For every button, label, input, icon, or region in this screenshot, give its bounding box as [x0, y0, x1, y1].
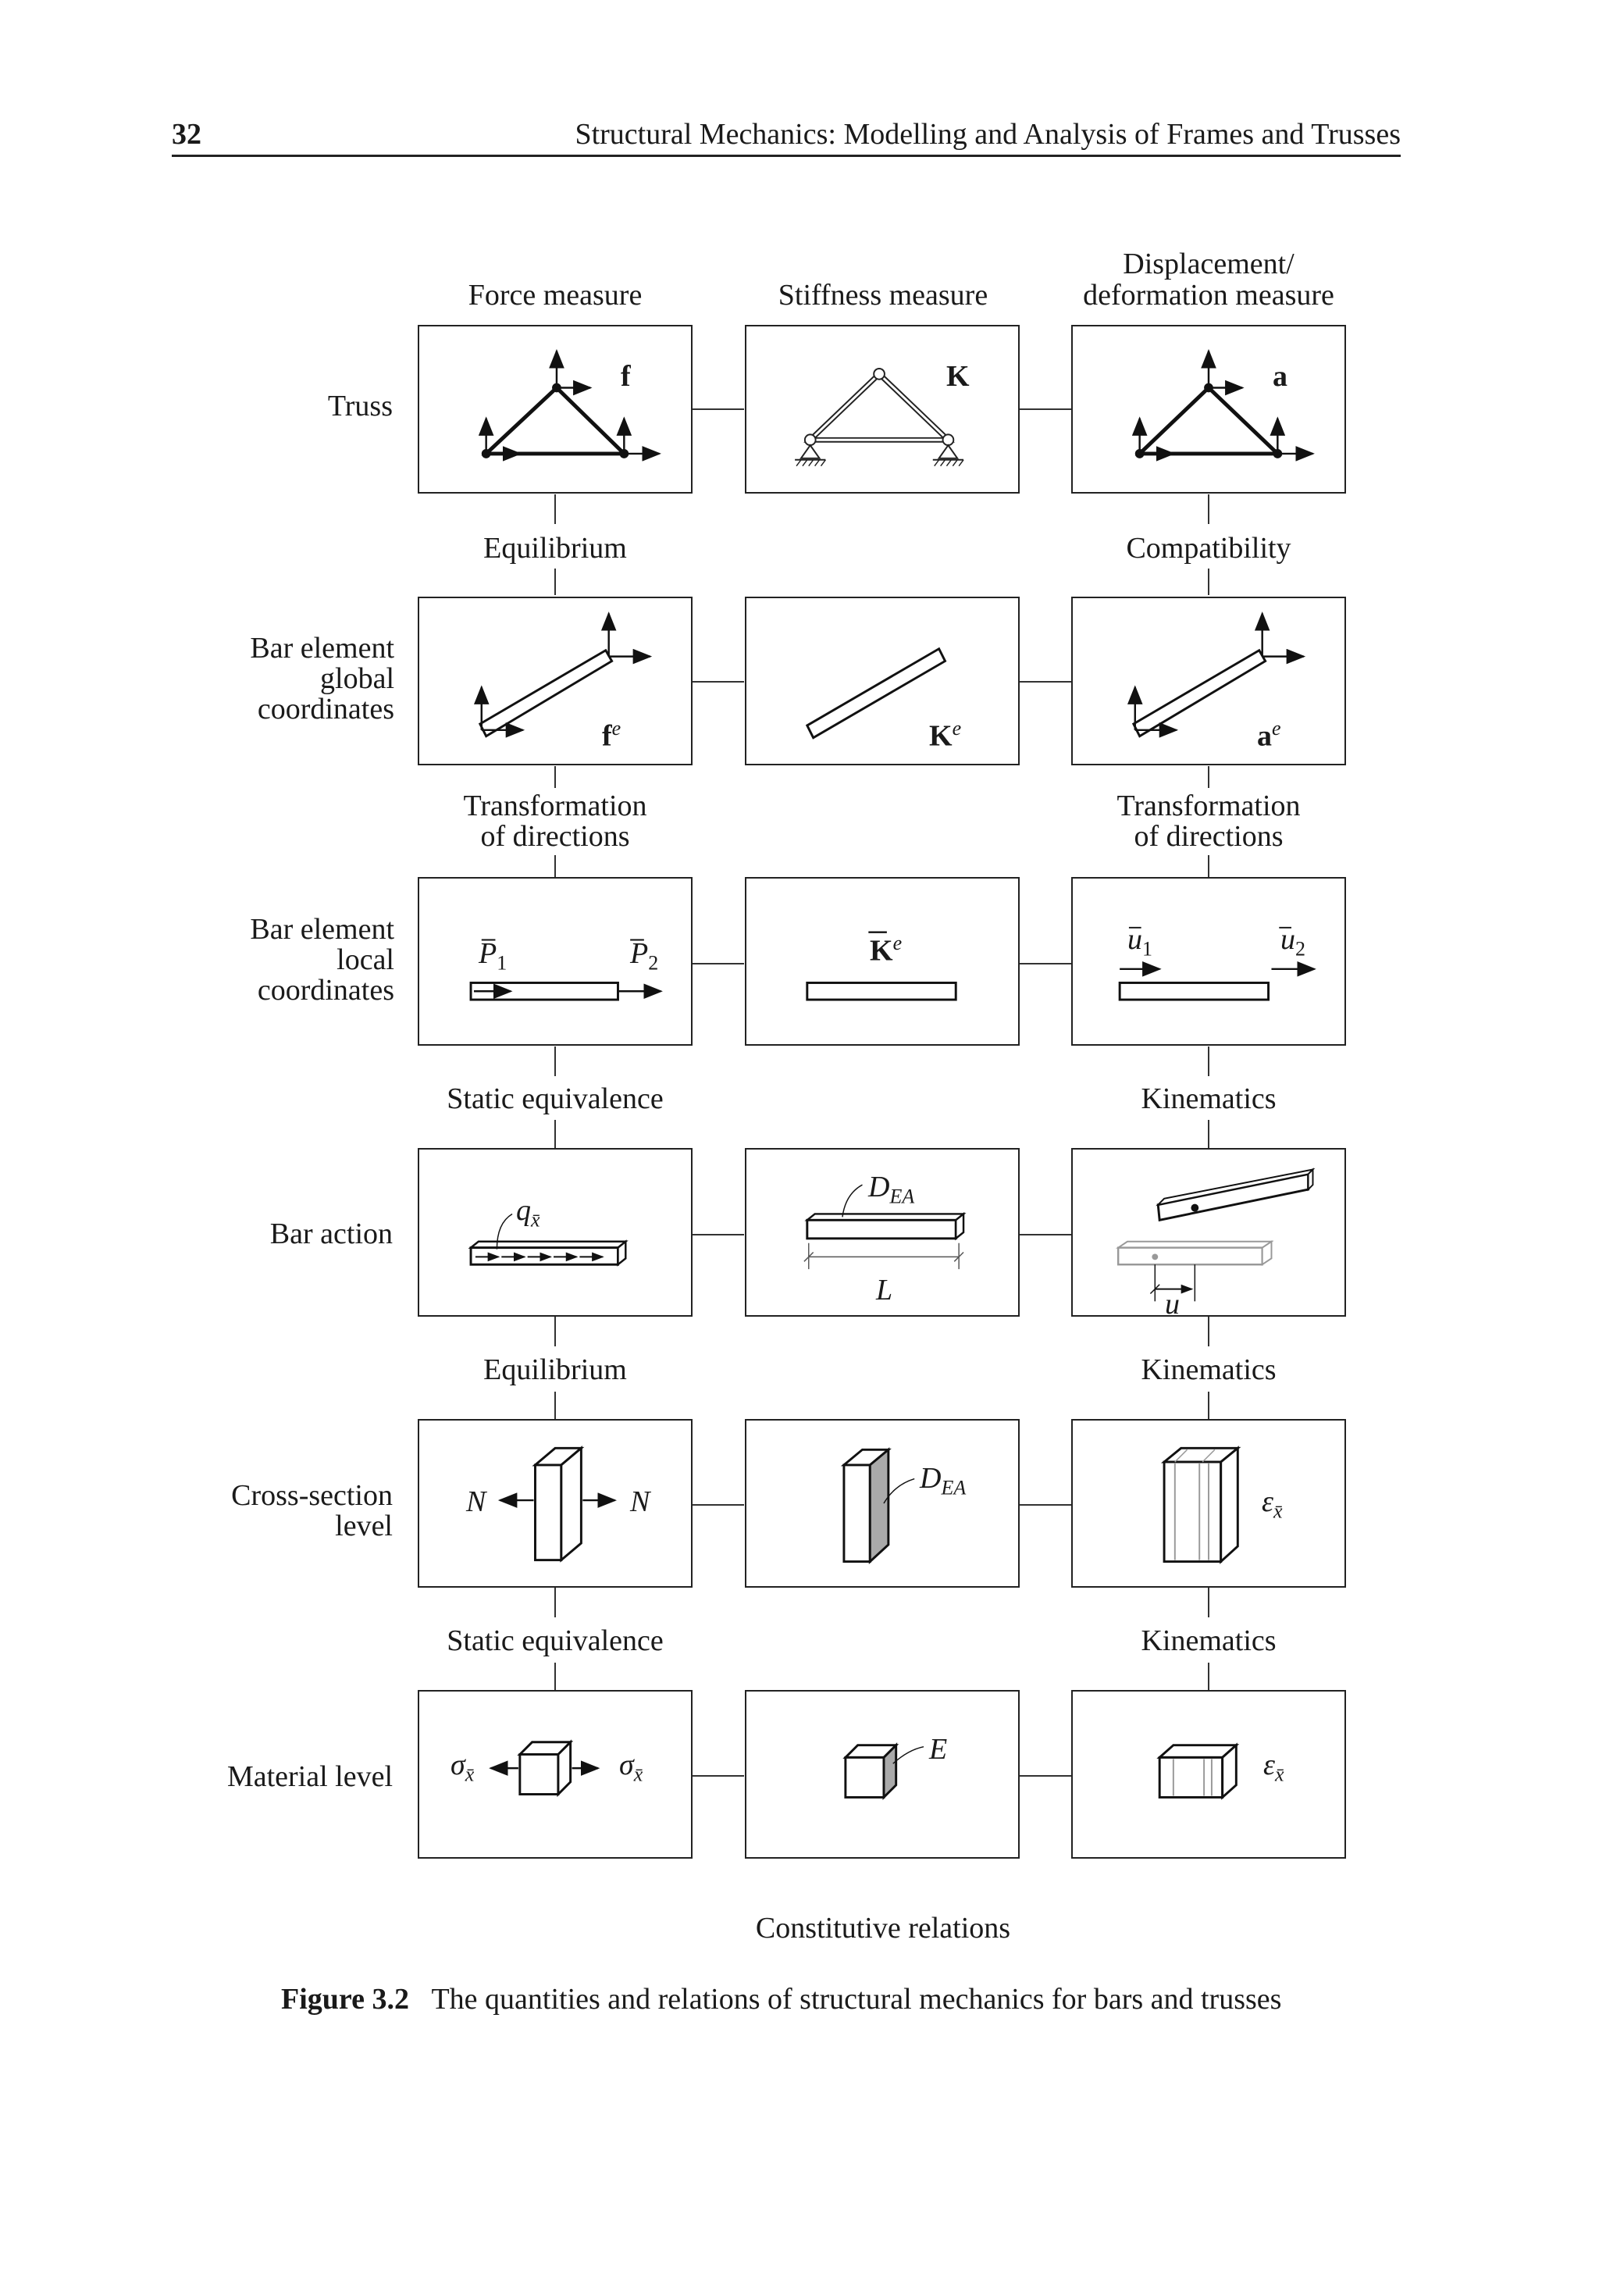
- symbol-a: a: [1273, 360, 1287, 393]
- relation-transformation-left-2: of directions: [480, 820, 630, 853]
- box-bar-local-stiffness: [745, 877, 1020, 1046]
- v-connector: [1208, 1663, 1209, 1690]
- box-bar-action-stiffness: [745, 1148, 1020, 1317]
- relation-static-equivalence-1: Static equivalence: [447, 1082, 664, 1115]
- figure-caption-text: The quantities and relations of structural mechanics for bars and trusses: [431, 1983, 1282, 2016]
- cross-section-force-diagram: [419, 1421, 691, 1586]
- row-label-bar-local-2: local: [337, 943, 394, 976]
- h-connector: [1020, 963, 1071, 964]
- symbol-Ke: $K^e$: [929, 717, 962, 753]
- box-truss-stiffness: [745, 325, 1020, 494]
- symbol-ae: $a^e$: [1257, 717, 1281, 753]
- cross-section-displacement-diagram: [1073, 1421, 1344, 1586]
- row-label-bar-global-3: coordinates: [257, 693, 394, 726]
- box-truss-displacement: [1071, 325, 1346, 494]
- v-connector: [554, 1317, 556, 1346]
- row-label-bar-global-2: global: [320, 662, 394, 695]
- material-displacement-diagram: [1073, 1692, 1344, 1857]
- relation-equilibrium-2: Equilibrium: [483, 1353, 627, 1386]
- v-connector: [554, 1392, 556, 1419]
- relation-kinematics-2: Kinematics: [1141, 1353, 1277, 1386]
- symbol-u: u: [1165, 1288, 1180, 1321]
- box-material-displacement: [1071, 1690, 1346, 1859]
- symbol-u1: $u_1$: [1127, 923, 1152, 961]
- col-header-displacement-1: Displacement/: [1123, 248, 1295, 280]
- row-label-truss: Truss: [327, 390, 393, 422]
- box-bar-local-displacement: [1071, 877, 1346, 1046]
- box-bar-action-displacement: [1071, 1148, 1346, 1321]
- running-title: Structural Mechanics: Modelling and Analysis of Frames and Trusses: [575, 118, 1401, 151]
- v-connector: [554, 1663, 556, 1690]
- symbol-E: E: [929, 1733, 948, 1766]
- v-connector: [1208, 1317, 1209, 1346]
- symbol-qx: $q_{x̄}$: [516, 1194, 540, 1232]
- symbol-DEA-section: $D_{EA}$: [920, 1462, 967, 1499]
- relation-kinematics-1: Kinematics: [1141, 1082, 1277, 1115]
- box-bar-action-force: [418, 1148, 693, 1317]
- box-cross-section-stiffness: [745, 1419, 1020, 1588]
- v-connector: [1208, 766, 1209, 788]
- header-rule: [172, 155, 1401, 157]
- box-bar-global-stiffness: [745, 597, 1020, 765]
- v-connector: [1208, 1046, 1209, 1076]
- symbol-epsilon-section: $\varepsilon_{x̄}$: [1262, 1485, 1283, 1523]
- symbol-DEA-bar: $D_{EA}$: [868, 1171, 915, 1208]
- relation-transformation-right-1: Transformation: [1116, 790, 1301, 822]
- bar-local-displacement-diagram: [1073, 879, 1344, 1044]
- relation-transformation-left-1: Transformation: [463, 790, 647, 822]
- symbol-Ke-local: $K^e$: [870, 932, 903, 968]
- relation-kinematics-3: Kinematics: [1141, 1624, 1277, 1657]
- h-connector: [1020, 1775, 1071, 1777]
- bar-action-displacement-diagram: [1073, 1150, 1344, 1315]
- box-material-force: [418, 1690, 693, 1859]
- v-connector: [1208, 569, 1209, 595]
- h-connector: [693, 681, 744, 683]
- symbol-fe: $f^e$: [602, 717, 621, 753]
- box-bar-local-force: [418, 877, 693, 1046]
- h-connector: [693, 1775, 744, 1777]
- v-connector: [1208, 1392, 1209, 1419]
- h-connector: [1020, 408, 1071, 410]
- row-label-bar-local-3: coordinates: [257, 974, 394, 1007]
- v-connector: [554, 1120, 556, 1148]
- col-header-force: Force measure: [468, 279, 643, 312]
- truss-stiffness-diagram: [746, 326, 1018, 492]
- v-connector: [554, 1046, 556, 1076]
- v-connector: [554, 1588, 556, 1617]
- row-label-bar-global-1: Bar element: [250, 632, 394, 665]
- v-connector: [554, 569, 556, 595]
- symbol-f: f: [621, 360, 631, 393]
- box-truss-force: [418, 325, 693, 494]
- h-connector: [693, 963, 744, 964]
- page-number: 32: [172, 118, 201, 151]
- truss-force-diagram: [419, 326, 691, 492]
- row-label-material: Material level: [226, 1760, 393, 1793]
- symbol-L: L: [876, 1274, 893, 1307]
- col-header-stiffness: Stiffness measure: [778, 279, 988, 312]
- v-connector: [554, 494, 556, 524]
- relation-static-equivalence-2: Static equivalence: [447, 1624, 664, 1657]
- h-connector: [1020, 1504, 1071, 1506]
- symbol-K: K: [946, 360, 970, 393]
- symbol-N-right: N: [630, 1485, 650, 1518]
- relation-equilibrium-1: Equilibrium: [483, 532, 627, 565]
- bar-global-force-diagram: [419, 598, 691, 764]
- box-bar-global-displacement: [1071, 597, 1346, 765]
- v-connector: [1208, 1588, 1209, 1617]
- relation-compatibility: Compatibility: [1126, 532, 1291, 565]
- relation-transformation-right-2: of directions: [1134, 820, 1284, 853]
- h-connector: [693, 1234, 744, 1235]
- box-cross-section-force: [418, 1419, 693, 1588]
- row-label-cross-section-2: level: [335, 1510, 393, 1542]
- symbol-u2: $u_2$: [1280, 923, 1305, 961]
- material-stiffness-diagram: [746, 1692, 1018, 1857]
- v-connector: [554, 766, 556, 788]
- row-label-bar-local-1: Bar element: [250, 913, 394, 946]
- bar-global-stiffness-diagram: [746, 598, 1018, 764]
- col-header-displacement-2: deformation measure: [1083, 279, 1334, 312]
- symbol-sigma-right: $\sigma_{x̄}$: [619, 1749, 643, 1786]
- symbol-N-left: N: [466, 1485, 486, 1518]
- bar-action-force-diagram: [419, 1150, 691, 1315]
- box-bar-global-force: [418, 597, 693, 765]
- box-material-stiffness: [745, 1690, 1020, 1859]
- row-label-cross-section-1: Cross-section: [231, 1479, 393, 1512]
- relation-constitutive: Constitutive relations: [755, 1912, 1011, 1945]
- box-cross-section-displacement: [1071, 1419, 1346, 1588]
- h-connector: [1020, 681, 1071, 683]
- symbol-P1: $P_1$: [479, 937, 507, 975]
- h-connector: [1020, 1234, 1071, 1235]
- h-connector: [693, 408, 744, 410]
- symbol-P2: $P_2$: [630, 937, 659, 975]
- h-connector: [693, 1504, 744, 1506]
- row-label-bar-action: Bar action: [269, 1218, 393, 1250]
- symbol-sigma-left: $\sigma_{x̄}$: [450, 1749, 475, 1786]
- figure-caption: [281, 1984, 1281, 2015]
- figure-label: Figure 3.2: [281, 1983, 409, 2016]
- v-connector: [1208, 1120, 1209, 1148]
- bar-global-displacement-diagram: [1073, 598, 1344, 764]
- v-connector: [1208, 494, 1209, 524]
- v-connector: [1208, 855, 1209, 877]
- v-connector: [554, 855, 556, 877]
- truss-displacement-diagram: [1073, 326, 1344, 492]
- cross-section-stiffness-diagram: [746, 1421, 1018, 1586]
- symbol-epsilon-material: $\varepsilon_{x̄}$: [1263, 1749, 1284, 1786]
